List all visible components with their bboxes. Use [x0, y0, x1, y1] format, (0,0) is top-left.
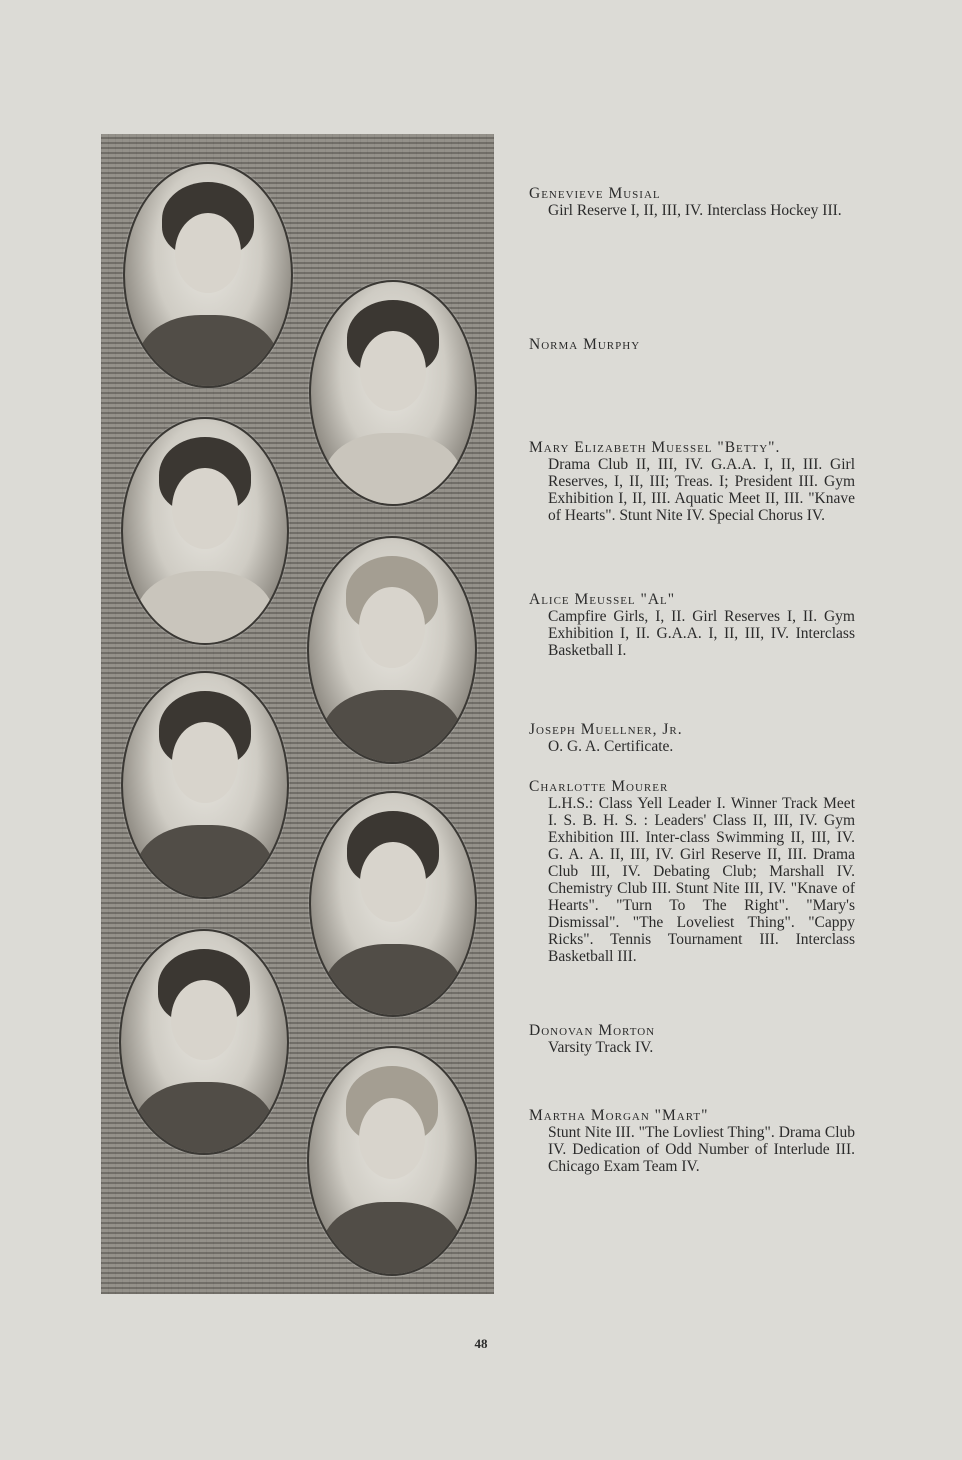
student-name: Donovan Morton: [529, 1022, 656, 1039]
student-activities: Drama Club II, III, IV. G.A.A. I, II, III. Girl Reserves, I, II, III; Treas. I; President III. Gym Exhibition I, II, III. Aquatic Meet II, III. "Knave of Hearts". Stunt Nite IV. Special Chorus IV.: [548, 456, 855, 524]
student-activities: O. G. A. Certificate.: [548, 738, 674, 755]
portrait-photo: [119, 929, 289, 1155]
student-name: Norma Murphy: [529, 336, 641, 353]
student-name: Alice Meussel "Al": [529, 591, 676, 608]
student-entry: [529, 721, 855, 755]
student-entry: [529, 185, 855, 219]
student-activities: Campfire Girls, I, II. Girl Reserves I, II. Gym Exhibition I, II. G.A.A. I, II, III, IV. Interclass Basketball I.: [548, 608, 855, 659]
student-name: Mary Elizabeth Muessel "Betty".: [529, 439, 781, 456]
student-activities: Stunt Nite III. "The Lovliest Thing". Drama Club IV. Dedication of Odd Number of Interlude III. Chicago Exam Team IV.: [548, 1124, 855, 1175]
student-name: Martha Morgan "Mart": [529, 1107, 709, 1124]
student-entry: [529, 1107, 855, 1175]
student-entry: [529, 1022, 855, 1056]
student-name: Genevieve Musial: [529, 185, 661, 202]
portrait-photo: [307, 536, 477, 764]
portrait-photo: [307, 1046, 477, 1276]
page-number: 48: [474, 1336, 488, 1351]
student-activities: Varsity Track IV.: [548, 1039, 654, 1056]
student-name: Joseph Muellner, Jr.: [529, 721, 683, 738]
student-entry: [529, 439, 855, 524]
student-entry: [529, 778, 855, 965]
portrait-photo: [121, 671, 289, 899]
portrait-photo: [309, 280, 477, 506]
student-activities: L.H.S.: Class Yell Leader I. Winner Track Meet I. S. B. H. S. : Leaders' Class II, III, IV. Gym Exhibition III. Inter-class Swimming II, III, IV. G. A. A. II, III, IV. Girl Reserve II, III. Drama Club III, IV. Debating Club; Marshall IV. Chemistry Club III. Stunt Nite III, IV. "Knave of Hearts". "Turn To The Right". "Mary's Dismissal". "The Loveliest Thing". "Cappy Ricks". Tennis Tournament III. Interclass Basketball III.: [548, 795, 855, 965]
portrait-panel: [101, 134, 494, 1294]
student-name: Charlotte Mourer: [529, 778, 669, 795]
portrait-photo: [123, 162, 293, 388]
student-entry: [529, 336, 855, 353]
student-activities: Girl Reserve I, II, III, IV. Interclass Hockey III.: [548, 202, 842, 219]
portrait-photo: [309, 791, 477, 1017]
portrait-photo: [121, 417, 289, 645]
student-entry: [529, 591, 855, 659]
